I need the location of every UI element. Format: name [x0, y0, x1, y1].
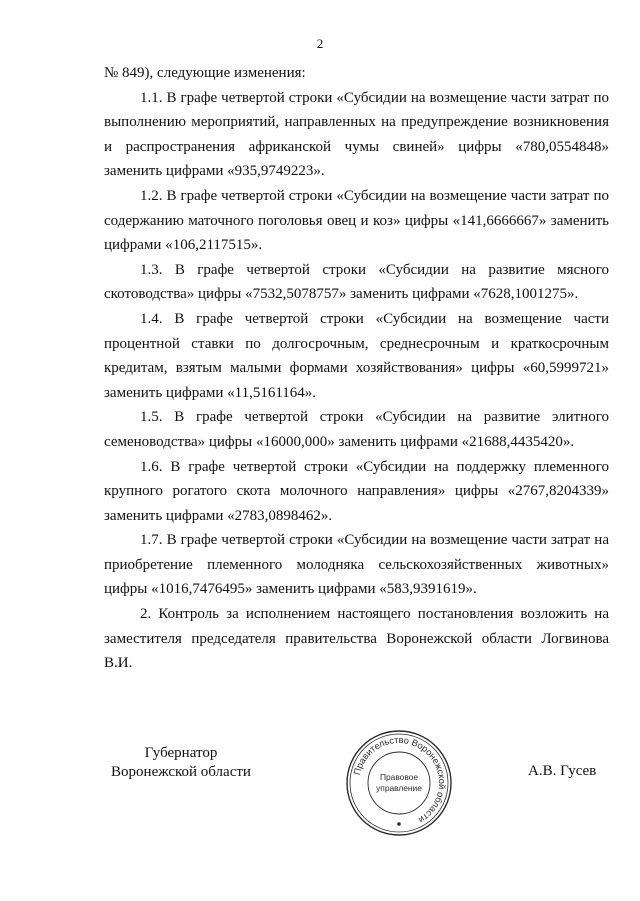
official-seal-stamp [344, 728, 454, 838]
document-body [104, 61, 609, 676]
paragraph-1-4: 1.4. В графе четвертой строки «Субсидии на возмещение части процентной ставки по долгосрочным, среднесрочным и краткосрочным кредитам, взятым малыми формами хозяйствования» цифры «60,5999721» заменить цифрами «11,5161164». [104, 310, 609, 401]
seal-ring-text: Правительство Воронежской области [351, 734, 448, 826]
paragraph-1-2: 1.2. В графе четвертой строки «Субсидии на возмещение части затрат по содержанию маточного поголовья овец и коз» цифры «141,6666667» заменить цифрами «106,2117515». [104, 187, 609, 254]
lead-line: № 849), следующие изменения: [104, 65, 306, 81]
signature-block [0, 734, 640, 864]
paragraph-1-1: 1.1. В графе четвертой строки «Субсидии на возмещение части затрат по выполнению мероприятий, направленных на предупреждение возникновения и распространения африканской чумы свиней» цифры «780,0554848» заменить цифрами «935,9749223». [104, 89, 609, 180]
seal-center-line-1: Правовое [379, 772, 419, 782]
seal-star-mark [397, 822, 401, 826]
paragraph-2: 2. Контроль за исполнением настоящего постановления возложить на заместителя председателя правительства Воронежской области Логвинова В.И. [104, 606, 609, 672]
page-number: 2 [316, 36, 324, 51]
paragraph-1-3: 1.3. В графе четвертой строки «Субсидии на развитие мясного скотоводства» цифры «7532,5078757» заменить цифрами «7628,1001275». [104, 261, 609, 303]
signatory-title-line-1: Губернатор [144, 745, 218, 761]
signatory-title [92, 744, 270, 782]
signatory-title-line-2: Воронежской области [111, 764, 251, 780]
seal-center-line-2: управление [376, 783, 422, 793]
signatory-name: А.В. Гусев [528, 763, 597, 779]
paragraph-1-5: 1.5. В графе четвертой строки «Субсидии на развитие элитного семеноводства» цифры «16000,000» заменить цифрами «21688,4435420». [104, 409, 609, 450]
paragraph-1-6: 1.6. В графе четвертой строки «Субсидии на поддержку племенного крупного рогатого скота молочного направления» цифры «2767,8204339» заменить цифрами «2783,0898462». [104, 458, 609, 524]
paragraph-1-7: 1.7. В графе четвертой строки «Субсидии на возмещение части затрат на приобретение племенного молодняка сельскохозяйственных животных» цифры «1016,7476495» заменить цифрами «583,9391619». [104, 532, 609, 598]
